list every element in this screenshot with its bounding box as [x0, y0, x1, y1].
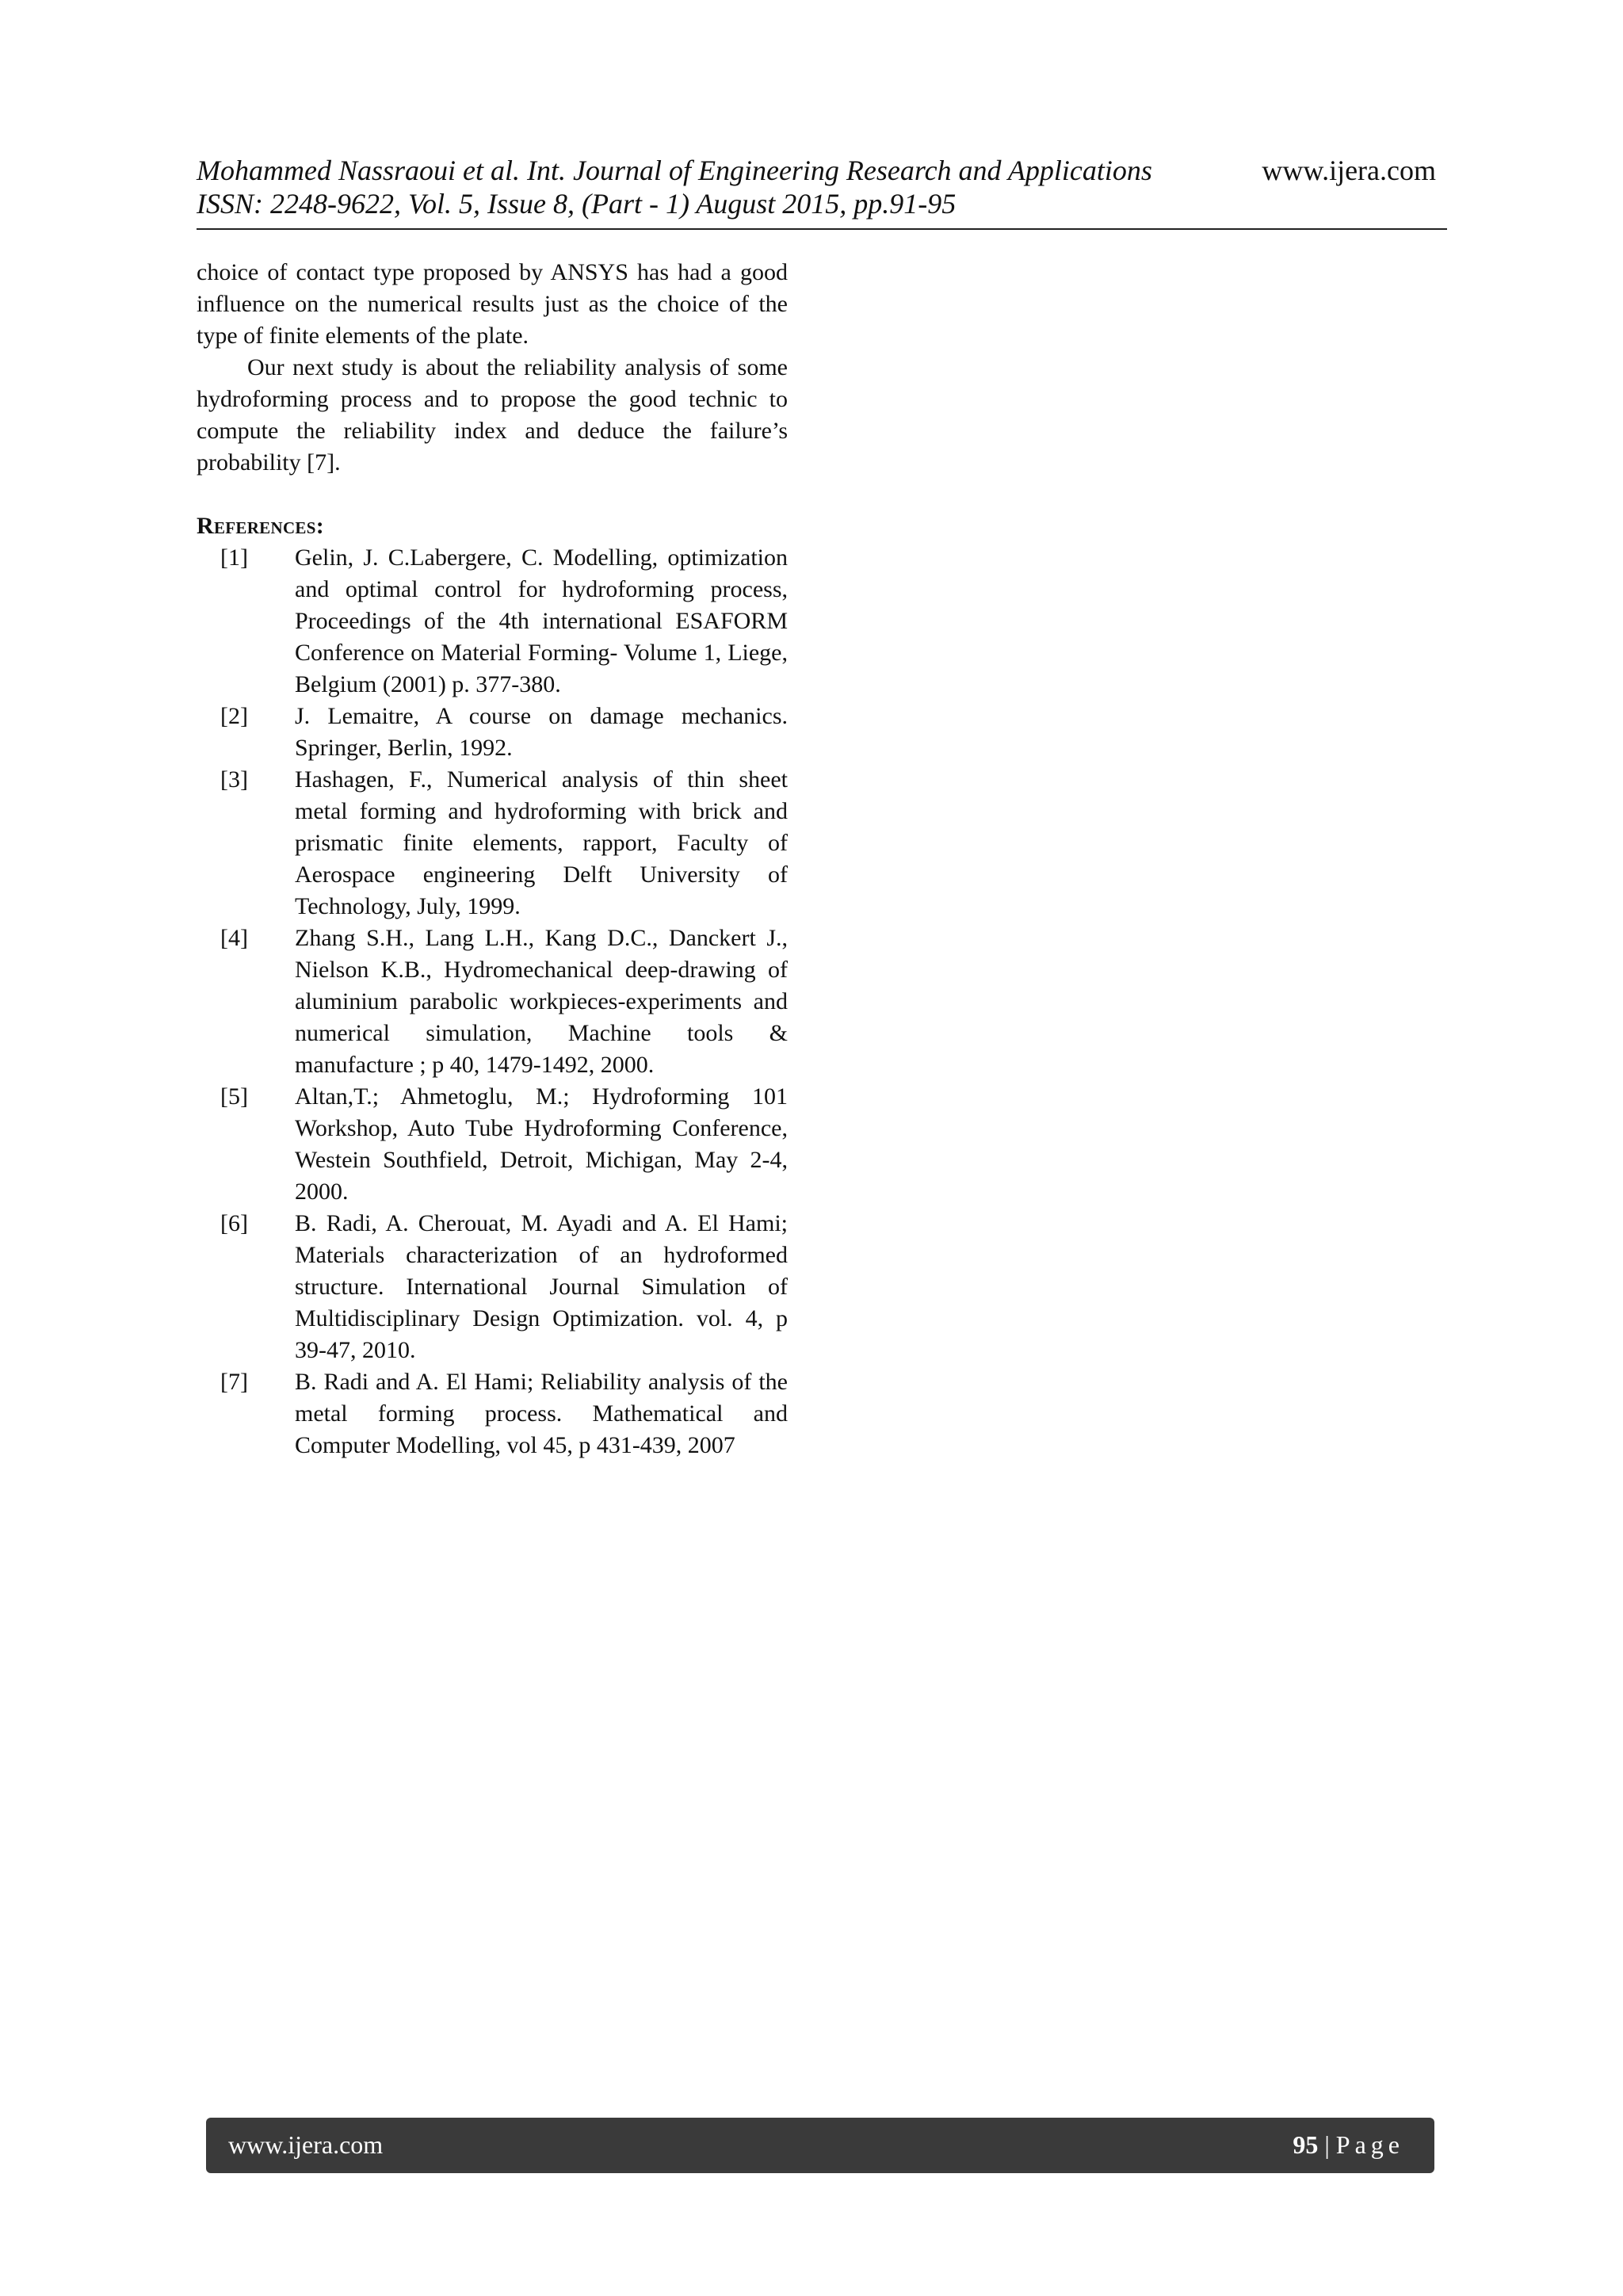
reference-number: [4] — [220, 925, 248, 951]
reference-number: [2] — [220, 703, 248, 729]
reference-number: [1] — [220, 544, 248, 571]
footer-page-indicator — [1293, 2129, 1404, 2160]
reference-text: Gelin, J. C.Labergere, C. Modelling, optimization and optimal control for hydroforming process, Proceedings of the 4th international ESAFORM Conference on Material Forming- Volume 1, Liege, Belgium (2001) p. 377-380. — [295, 544, 788, 697]
page-label: Page — [1335, 2130, 1404, 2159]
reference-item — [197, 923, 788, 1081]
reference-number: [7] — [220, 1369, 248, 1395]
reference-text: J. Lemaitre, A course on damage mechanics. Springer, Berlin, 1992. — [295, 703, 788, 761]
reference-item — [197, 1208, 788, 1366]
reference-item — [197, 1366, 788, 1461]
issn-issue-line: ISSN: 2248-9622, Vol. 5, Issue 8, (Part - 1) August 2015, pp.91-95 — [197, 188, 957, 220]
body-paragraph-2: Our next study is about the reliability analysis of some hydroforming process and to propose the good technic to compute the reliability index and deduce the failure’s probability [7]. — [197, 354, 788, 476]
reference-text: B. Radi, A. Cherouat, M. Ayadi and A. El Hami; Materials characterization of an hydroformed structure. International Journal Simulation of Multidisciplinary Design Optimization. vol. 4, p 39-47, 2010. — [295, 1210, 788, 1363]
reference-number: [3] — [220, 766, 248, 793]
reference-item — [197, 764, 788, 923]
references-heading — [197, 510, 788, 542]
references-list — [197, 542, 788, 1461]
reference-item — [197, 542, 788, 701]
reference-item — [197, 701, 788, 764]
page-separator: | — [1324, 2130, 1330, 2159]
journal-website: www.ijera.com — [1262, 155, 1436, 186]
page-header — [197, 152, 1447, 230]
reference-item — [197, 1081, 788, 1208]
body-paragraph-1: choice of contact type proposed by ANSYS has had a good influence on the numerical results just as the choice of the type of finite elements of the plate. — [197, 259, 788, 349]
journal-citation-line: Mohammed Nassraoui et al. Int. Journal of Engineering Research and Applications — [197, 155, 1152, 186]
reference-number: [5] — [220, 1083, 248, 1110]
page-footer — [206, 2118, 1434, 2173]
footer-website: www.ijera.com — [228, 2130, 384, 2159]
reference-text: Zhang S.H., Lang L.H., Kang D.C., Danckert J., Nielson K.B., Hydromechanical deep-drawing of aluminium parabolic workpieces-experiments and numerical simulation, Machine tools & manufacture ; p 40, 1479-1492, 2000. — [295, 925, 788, 1078]
reference-text: Hashagen, F., Numerical analysis of thin sheet metal forming and hydroforming with brick and prismatic finite elements, rapport, Faculty of Aerospace engineering Delft University of Technology, July, 1999. — [295, 766, 788, 919]
references-heading-text: References — [197, 513, 316, 539]
left-column — [197, 257, 788, 1461]
reference-text: B. Radi and A. El Hami; Reliability analysis of the metal forming process. Mathematical and Computer Modelling, vol 45, p 431-439, 2007 — [295, 1369, 788, 1458]
reference-number: [6] — [220, 1210, 248, 1236]
reference-text: Altan,T.; Ahmetoglu, M.; Hydroforming 101 Workshop, Auto Tube Hydroforming Conference, Westein Southfield, Detroit, Michigan, May 2-4, 2000. — [295, 1083, 788, 1205]
page-number: 95 — [1293, 2130, 1319, 2159]
references-heading-colon: : — [315, 513, 324, 539]
